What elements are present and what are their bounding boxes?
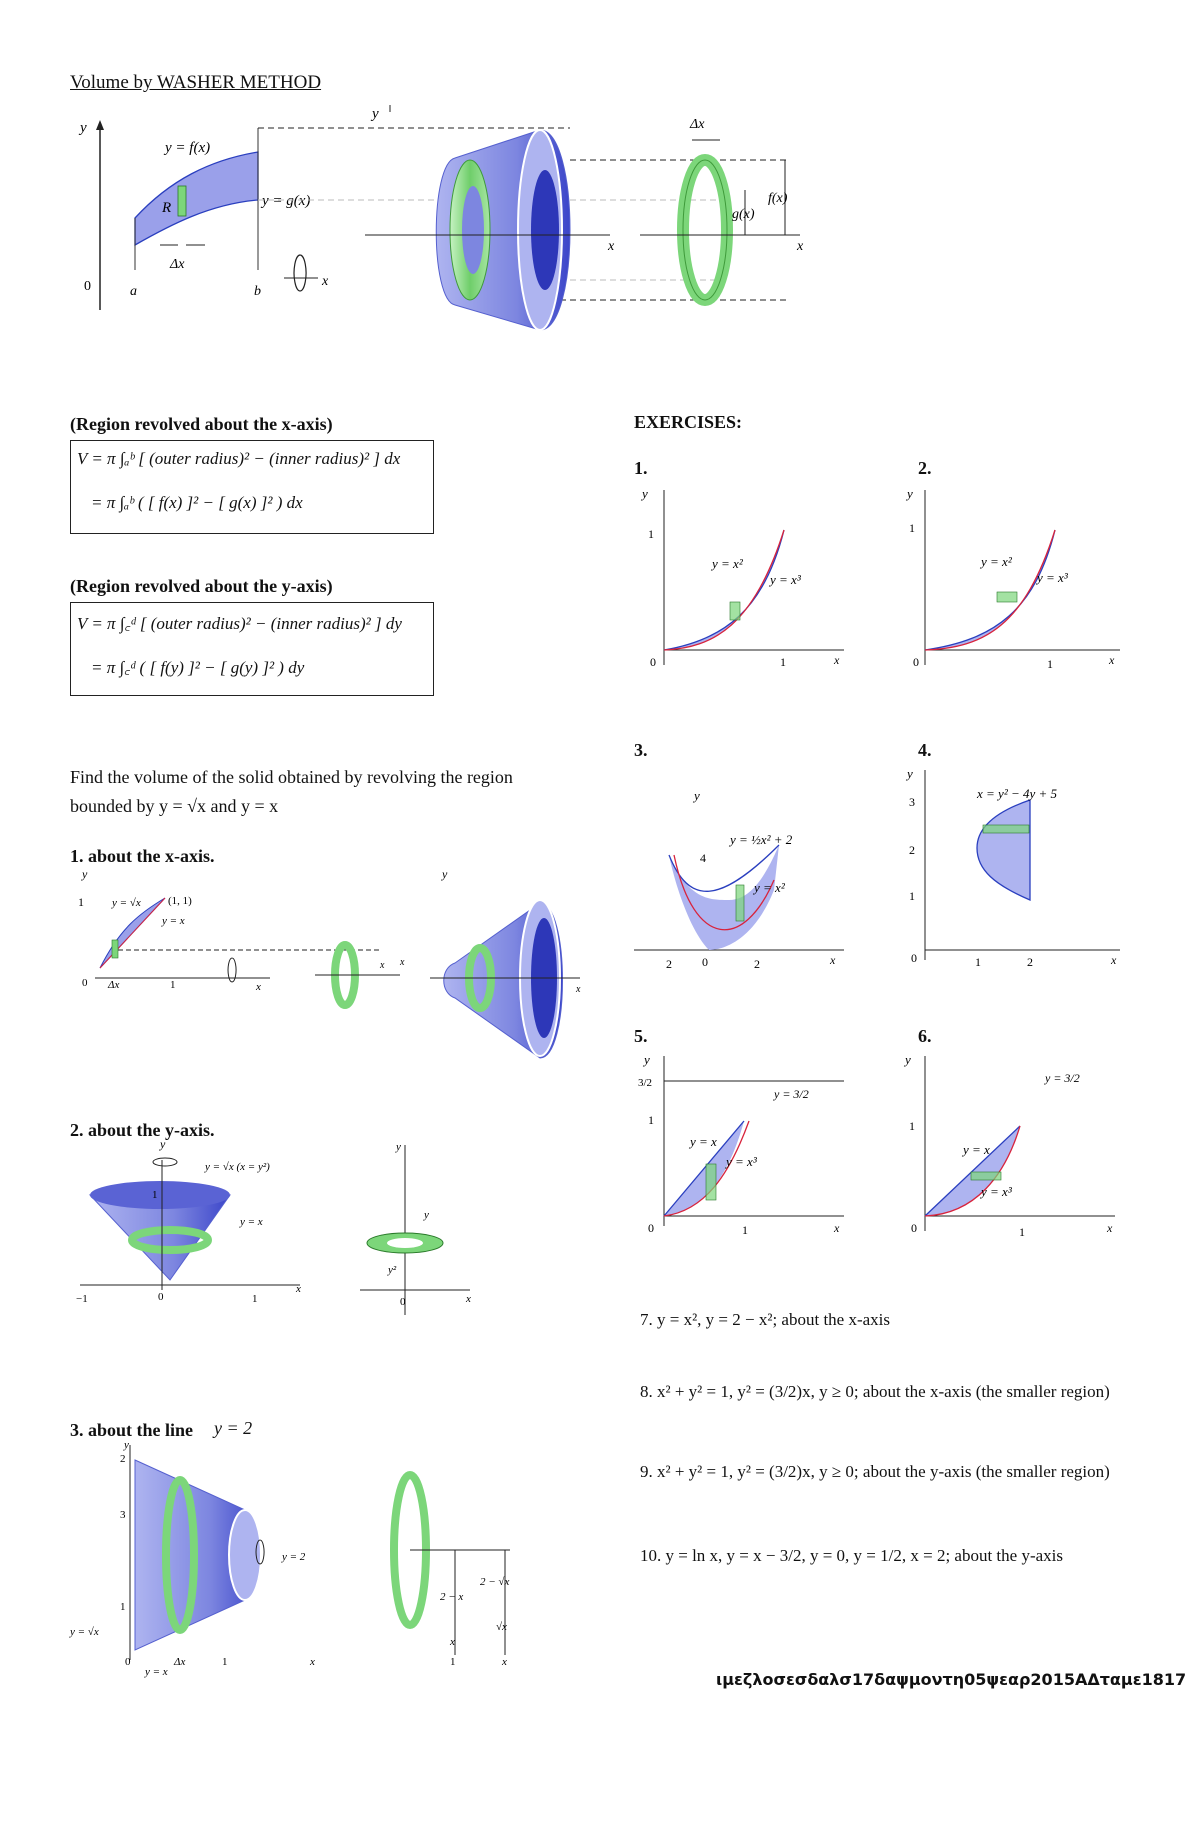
e2-g: y = x³	[1037, 570, 1068, 585]
fig-top-R: R	[162, 200, 172, 216]
top-washer-figure	[0, 100, 1200, 400]
p1-x3: x	[400, 957, 405, 968]
y-axis-formula-box	[70, 602, 434, 696]
p1-f: y = √x	[112, 897, 141, 909]
part2-figure	[70, 1137, 490, 1320]
exercise-5-number: 5.	[634, 1026, 648, 1046]
e3-four: 4	[700, 851, 706, 865]
p2-zero: 0	[158, 1291, 164, 1303]
e1-one-x: 1	[780, 655, 786, 669]
fig-top-zero: 0	[84, 279, 91, 294]
p3-zero: 0	[125, 1656, 131, 1668]
e6-g: y = x³	[981, 1184, 1012, 1199]
exercise-2-plot	[895, 480, 1125, 680]
exercise-1-plot	[634, 480, 854, 680]
exercise-4-plot	[895, 760, 1125, 980]
p2-one: 1	[152, 1189, 158, 1201]
e3-x: x	[830, 953, 836, 967]
exercises-heading: EXERCISES:	[634, 412, 743, 432]
exercise-8: 8. x² + y² = 1, y² = (3/2)x, y ≥ 0; about the x-axis (the smaller region)	[640, 1382, 1110, 1401]
e2-one-x: 1	[1047, 657, 1053, 671]
e4-two-x: 2	[1027, 955, 1033, 969]
exercise-6-number: 6.	[918, 1026, 932, 1046]
p2-f: y = √x (x = y²)	[205, 1161, 270, 1173]
part3-heading: 3. about the line	[70, 1420, 194, 1440]
fig-top-x3: x	[797, 239, 804, 254]
p3-g: y = x	[145, 1666, 168, 1678]
e2-zero: 0	[913, 655, 919, 669]
part3-figure	[70, 1440, 570, 1680]
e1-x: x	[834, 653, 840, 667]
problem-line1: Find the volume of the solid obtained by revolving the region	[70, 767, 513, 787]
e5-one-x: 1	[742, 1223, 748, 1237]
p2-x2: x	[466, 1293, 471, 1305]
p1-x1: x	[256, 981, 261, 993]
e6-one-y: 1	[909, 1119, 915, 1133]
e4-one: 1	[909, 889, 915, 903]
fig-top-x1: x	[322, 274, 329, 289]
fig-top-gx: g(x)	[732, 207, 755, 222]
page-title: Volume by WASHER METHOD	[70, 72, 322, 93]
e1-y: y	[642, 486, 648, 501]
e4-three: 3	[909, 795, 915, 809]
p3-xlab: x	[450, 1636, 455, 1648]
fig-top-dx1: Δx	[170, 257, 185, 272]
exercise-1-number: 1.	[634, 458, 648, 478]
p2-ylab: y	[424, 1209, 429, 1221]
e4-x: x	[1111, 953, 1117, 967]
p3-one: 1	[120, 1601, 126, 1613]
p3-r1: 2 − x	[440, 1591, 464, 1603]
exercise-2-number: 2.	[918, 458, 932, 478]
e2-y: y	[907, 486, 913, 501]
p1-x4: x	[576, 984, 581, 995]
exercise-9: 9. x² + y² = 1, y² = (3/2)x, y ≥ 0; about the y-axis (the smaller region)	[640, 1462, 1110, 1481]
part3-heading-eq: y = 2	[214, 1418, 253, 1438]
p3-x: x	[310, 1656, 315, 1668]
p2-y2lab: y²	[388, 1264, 397, 1276]
p3-three: 3	[120, 1509, 126, 1521]
e5-f: y = x	[690, 1134, 717, 1149]
e4-y: y	[907, 766, 913, 781]
exercise-6-plot	[895, 1046, 1125, 1246]
e5-zero: 0	[648, 1221, 654, 1235]
exercise-7: 7. y = x², y = 2 − x²; about the x-axis	[640, 1310, 891, 1329]
e6-x: x	[1107, 1221, 1113, 1235]
p2-y2: y	[396, 1141, 401, 1153]
y-axis-heading: (Region revolved about the y-axis)	[70, 576, 333, 596]
e1-g: y = x³	[770, 572, 801, 587]
e3-y: y	[694, 788, 700, 803]
p1-one: 1	[78, 895, 84, 909]
fig-top-y-axis-label: y	[80, 120, 87, 136]
p1-y2: y	[442, 867, 448, 881]
exercise-10: 10. y = ln x, y = x − 3/2, y = 0, y = 1/2, x = 2; about the y-axis	[640, 1546, 1063, 1565]
p1-y1: y	[82, 867, 88, 881]
p2-neg1: −1	[76, 1293, 88, 1305]
fig-top-a: a	[130, 284, 137, 299]
e6-f: y = x	[963, 1142, 990, 1157]
e6-zero: 0	[911, 1221, 917, 1235]
x-axis-formula-line2: = π ∫ₐᵇ ( [ f(x) ]² − [ g(x) ]² ) dx	[91, 493, 303, 512]
exercise-4-number: 4.	[918, 740, 932, 760]
x-axis-heading: (Region revolved about the x-axis)	[70, 414, 333, 434]
fig-top-b: b	[254, 284, 261, 299]
e4-zero: 0	[911, 951, 917, 965]
e6-one-x: 1	[1019, 1225, 1025, 1239]
x-axis-formula-line1: V = π ∫ₐᵇ [ (outer radius)² − (inner radius)² ] dx	[77, 449, 401, 468]
p1-g: y = x	[162, 915, 185, 927]
p3-line: y = 2	[282, 1551, 306, 1563]
e2-f: y = x²	[981, 554, 1012, 569]
e1-f: y = x²	[712, 556, 743, 571]
e5-one-y: 1	[648, 1113, 654, 1127]
e3-neg2: 2	[666, 957, 672, 971]
p3-r2: 2 − √x	[480, 1576, 510, 1588]
e2-x: x	[1109, 653, 1115, 667]
p3-two: 2	[120, 1453, 126, 1465]
p3-x2: x	[502, 1656, 507, 1668]
e3-f: y = ½x² + 2	[730, 832, 793, 847]
fig-top-fx: f(x)	[768, 191, 788, 206]
p3-f: y = √x	[70, 1626, 99, 1638]
e5-three-half: 3/2	[638, 1077, 653, 1089]
fig-top-g-label: y = g(x)	[262, 193, 311, 209]
e5-line: y = 3/2	[774, 1087, 809, 1101]
e3-g: y = x²	[754, 880, 785, 895]
e5-x: x	[834, 1221, 840, 1235]
e5-g: y = x³	[726, 1154, 757, 1169]
exercise-5-plot	[634, 1046, 854, 1246]
p3-y: y	[124, 1439, 129, 1451]
exercise-3-plot	[634, 770, 854, 990]
y-axis-formula-line2: = π ∫꜀ᵈ ( [ f(y) ]² − [ g(y) ]² ) dy	[91, 658, 305, 677]
fig-top-y-axis-label-2: y	[372, 106, 379, 122]
fig-top-f-label: y = f(x)	[165, 140, 211, 156]
e4-f: x = y² − 4y + 5	[977, 786, 1058, 801]
p3-sqrtx: √x	[496, 1621, 507, 1633]
exercise-3-number: 3.	[634, 740, 648, 760]
p1-pt: (1, 1)	[168, 895, 192, 907]
y-axis-formula-line1: V = π ∫꜀ᵈ [ (outer radius)² − (inner radius)² ] dy	[77, 614, 402, 633]
p3-one-x2: 1	[450, 1656, 456, 1668]
p3-one-x: 1	[222, 1656, 228, 1668]
p2-y: y	[160, 1137, 166, 1151]
p2-g: y = x	[240, 1216, 263, 1228]
e4-one-x: 1	[975, 955, 981, 969]
x-axis-formula-box	[70, 440, 434, 534]
e4-two: 2	[909, 843, 915, 857]
e6-line: y = 3/2	[1045, 1071, 1080, 1085]
e1-zero: 0	[650, 655, 656, 669]
p1-dx: Δx	[108, 979, 120, 991]
part2-heading: 2. about the y-axis.	[70, 1120, 215, 1140]
p1-one-x: 1	[170, 979, 176, 991]
p1-zero: 0	[82, 977, 88, 989]
problem-line2: bounded by y = √x and y = x	[70, 796, 279, 816]
e3-two: 2	[754, 957, 760, 971]
fig-top-x2: x	[608, 239, 615, 254]
p1-x2: x	[380, 960, 385, 971]
p3-dx: Δx	[174, 1656, 186, 1668]
e2-one-y: 1	[909, 521, 915, 535]
p2-one-x: 1	[252, 1293, 258, 1305]
p2-zero2: 0	[400, 1296, 406, 1308]
fig-top-dx2: Δx	[690, 117, 705, 132]
p2-x: x	[296, 1283, 301, 1295]
e5-y: y	[644, 1052, 650, 1067]
e1-one-y: 1	[648, 527, 654, 541]
part1-heading: 1. about the x-axis.	[70, 846, 215, 866]
part1-figure	[70, 868, 590, 1048]
e6-y: y	[905, 1052, 911, 1067]
e3-zero: 0	[702, 955, 708, 969]
footer-code: ιμεζλοσεσδαλσ17δαψμοντη05ψεαρ2015ΑΔταμε1817	[716, 1670, 1187, 1689]
